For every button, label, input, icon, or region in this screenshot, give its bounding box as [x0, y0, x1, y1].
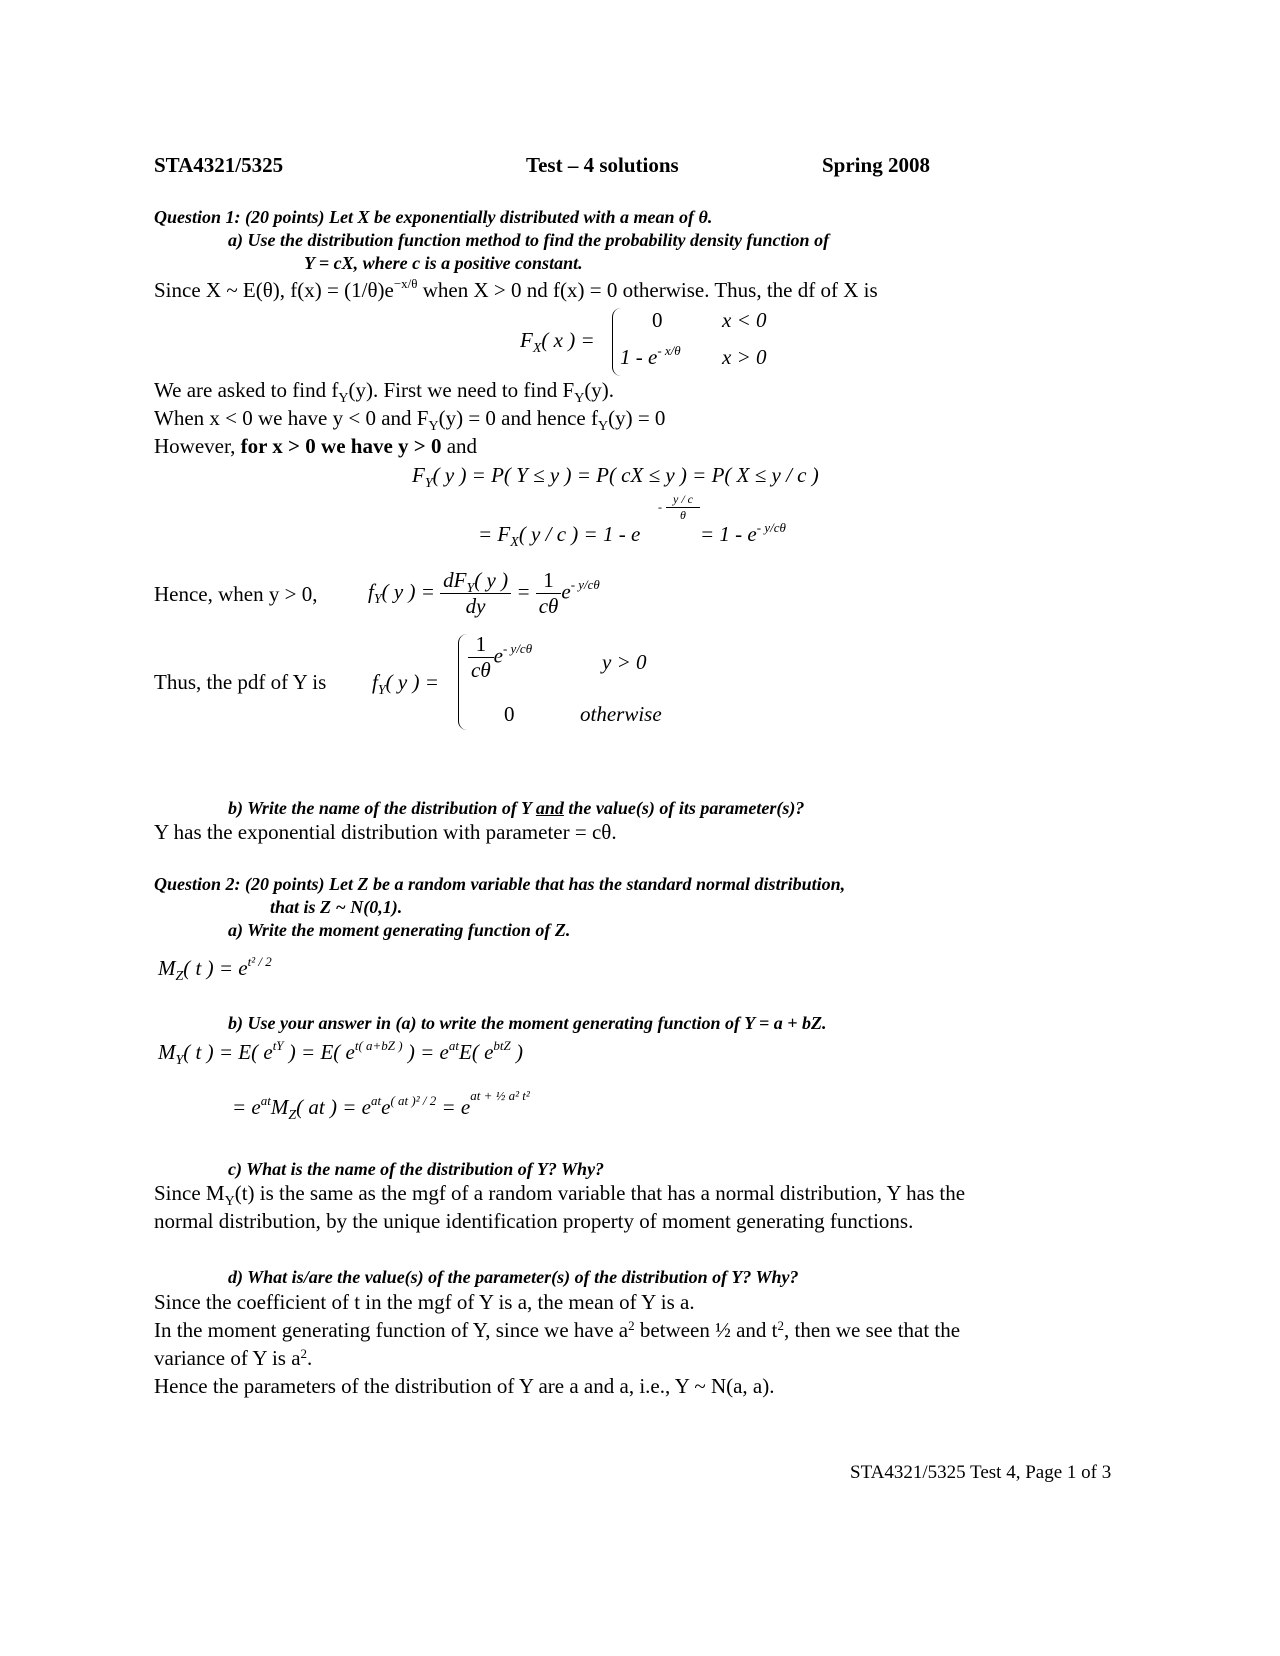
- q1-find-line: We are asked to find $f_Y(y)$. First we need to find $F_Y(y)$.: [154, 378, 615, 406]
- q2d-answer-line3: variance of Y is $a^2$.: [154, 1346, 313, 1370]
- fy-cdf-equation-3: = $1 - e^{- y/c\theta}$: [700, 520, 786, 546]
- fy-cdf-equation-2: = $F_X$( y / c ) = 1 - e: [478, 522, 641, 550]
- q1-when-line: When x < 0 we have y < 0 and $F_Y(y) = 0$ and hence $f_Y(y) = 0$: [154, 406, 666, 434]
- q1-however-line: However, for x > 0 we have y > 0 and: [154, 434, 478, 458]
- pdf-derivative: $f_Y$( y ) = $\frac{dF_Y( y )}{dy}$ = $\frac{1}{c\theta}$ $e^{- y/c\theta}$: [368, 568, 600, 618]
- page-footer: STA4321/5325 Test 4, Page 1 of 3: [850, 1462, 1112, 1483]
- q1-prompt: Question 1: (20 points) Let X be exponentially distributed with a mean of θ.: [154, 207, 713, 227]
- fx-case2-cond: x > 0: [722, 345, 767, 369]
- pdf-case2-cond: otherwise: [580, 702, 662, 726]
- fx-case2-value: $1 - e^{- x/\theta}$: [620, 343, 681, 369]
- q2-prompt-line2: that is Z ~ N(0,1).: [270, 897, 403, 917]
- pdf-fraction-2: $\frac{1}{c\theta}$: [536, 568, 562, 619]
- q2a-question: a) Write the moment generating function of Z.: [228, 920, 571, 940]
- fy-cdf-exp-den: θ: [680, 508, 686, 522]
- q2c-answer-line2: normal distribution, by the unique identification property of moment generating functions.: [154, 1209, 914, 1233]
- q2d-answer-line1: Since the coefficient of t in the mgf of Y is a, the mean of Y is a.: [154, 1290, 695, 1314]
- pdf-case1-value: $\frac{1}{c\theta}$ $e^{- y/c\theta}$: [468, 632, 532, 683]
- fy-cdf-exp-minus: -: [658, 500, 662, 514]
- q1a-line2: Y = cX, where c is a positive constant.: [304, 253, 583, 273]
- q1-since-line: Since X ~ E(θ), $f(x) = (1/\theta)e^{-x/\theta}$ when X > 0 nd f(x) = 0 otherwise. Thus, the df of X is: [154, 276, 878, 302]
- fx-case1-value: 0: [652, 308, 663, 332]
- fy-cdf-equation: $F_Y$( y ) = P( Y ≤ y ) = P( cX ≤ y ) = P( X ≤ y / c ): [412, 463, 819, 491]
- q1b-answer: Y has the exponential distribution with parameter = cθ.: [154, 820, 617, 844]
- q2c-answer-line1: Since $M_Y(t)$ is the same as the mgf of a random variable that has a normal distribution, Y has the: [154, 1181, 966, 1209]
- q1b-question: b) Write the name of the distribution of Y and the value(s) of its parameter(s)?: [228, 798, 805, 818]
- q2b-mgf-y-line2: = $e^{at}M_Z$( at ) = $e^{at}e^{( at )^2 / 2} = e^{at + \frac{1}{2} a^2 t^2}$: [232, 1088, 530, 1123]
- term-label: Spring 2008: [822, 153, 930, 177]
- q2b-question: b) Use your answer in (a) to write the moment generating function of Y = a + bZ.: [228, 1013, 827, 1033]
- fx-cdf-lhs: $F_X$( x ) =: [520, 328, 595, 356]
- pdf-piecewise-lhs: $f_Y$( y ) =: [372, 670, 439, 698]
- pdf-piecewise-brace: [458, 634, 467, 730]
- q2d-question: d) What is/are the value(s) of the parameter(s) of the distribution of Y? Why?: [228, 1267, 799, 1287]
- pdf-fraction: $\frac{dF_Y( y )}{dy}$: [440, 568, 511, 619]
- pdf-case2-value: 0: [504, 702, 515, 726]
- q2d-answer-line2: In the moment generating function of Y, since we have $a^2$ between ½ and $t^2$, then we see that the: [154, 1318, 961, 1342]
- pdf-case1-cond: y > 0: [602, 650, 647, 674]
- q2d-answer-line4: Hence the parameters of the distribution of Y are a and a, i.e., Y ~ N(a, a).: [154, 1374, 775, 1398]
- fx-case1-cond: x < 0: [722, 308, 767, 332]
- fy-cdf-exp-num: y / c: [666, 492, 700, 508]
- q1-thus-label: Thus, the pdf of Y is: [154, 670, 327, 694]
- q2a-mgf-z: $M_Z$( t ) = $e^{t^2 / 2}$: [158, 954, 272, 984]
- q2b-mgf-y-line1: $M_Y$( t ) = E( $e^{tY}$ ) = E( $e^{t( a+bZ )}$ ) = $e^{at}E$( $e^{btZ}$ ): [158, 1038, 523, 1068]
- q1a-line1: a) Use the distribution function method to find the probability density function of: [228, 230, 830, 250]
- course-code: STA4321/5325: [154, 153, 284, 177]
- document-title: Test – 4 solutions: [526, 153, 679, 177]
- q2-prompt-line1: Question 2: (20 points) Let Z be a random variable that has the standard normal distribution,: [154, 874, 846, 894]
- q1-hence-label: Hence, when y > 0,: [154, 582, 318, 606]
- q2c-question: c) What is the name of the distribution of Y? Why?: [228, 1159, 605, 1179]
